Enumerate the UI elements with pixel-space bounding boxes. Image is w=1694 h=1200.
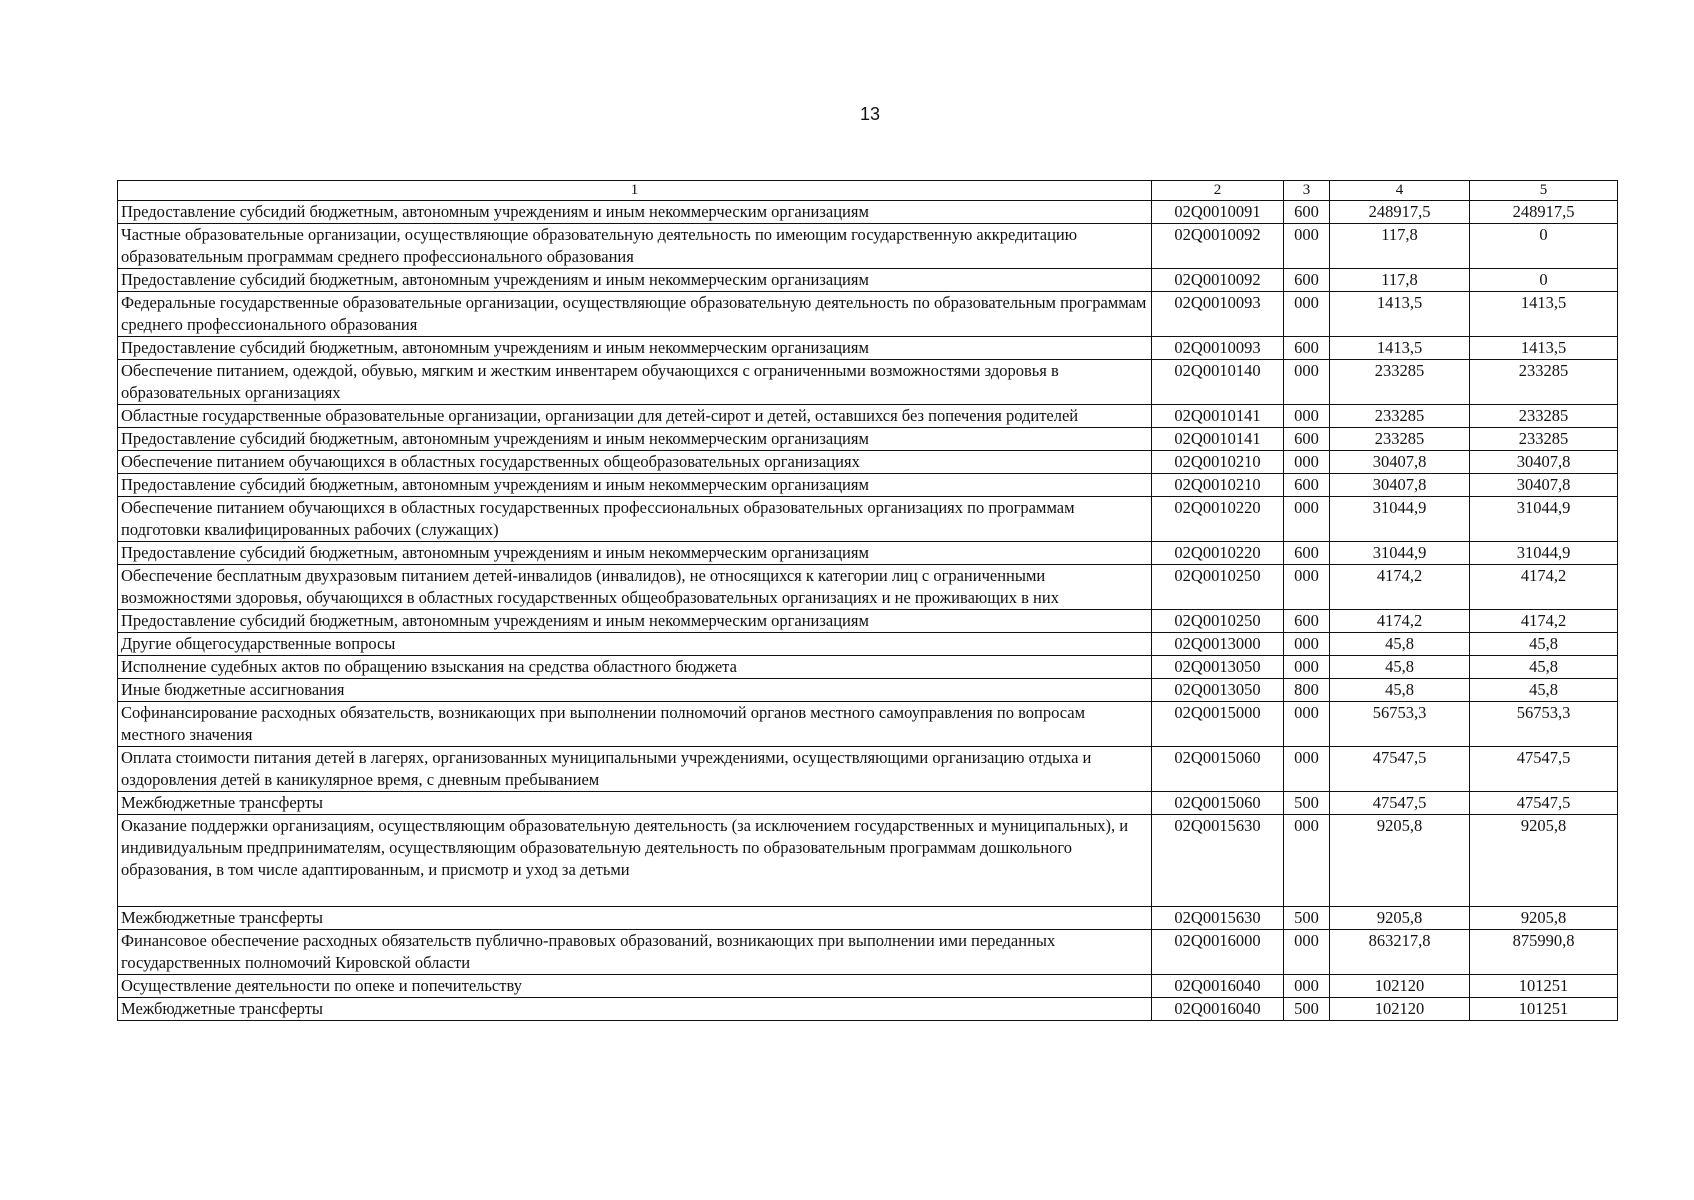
row-value-col4-cell: 1413,5 — [1330, 337, 1470, 360]
row-name-cell: Предоставление субсидий бюджетным, автономным учреждениям и иным некоммерческим организациям — [118, 610, 1152, 633]
row-name-cell: Предоставление субсидий бюджетным, автономным учреждениям и иным некоммерческим организациям — [118, 269, 1152, 292]
table-row — [118, 815, 1618, 907]
row-value-col4-cell: 102120 — [1330, 975, 1470, 998]
row-value-col5-cell: 47547,5 — [1470, 792, 1618, 815]
row-value-col4-cell: 30407,8 — [1330, 474, 1470, 497]
row-code-cell: 02Q0015000 — [1152, 702, 1284, 747]
row-type-cell: 500 — [1284, 998, 1330, 1021]
row-name-cell: Предоставление субсидий бюджетным, автономным учреждениям и иным некоммерческим организациям — [118, 337, 1152, 360]
table-row — [118, 428, 1618, 451]
row-value-col5-cell: 233285 — [1470, 360, 1618, 405]
row-type-cell: 000 — [1284, 451, 1330, 474]
row-value-col5-cell: 47547,5 — [1470, 747, 1618, 792]
row-name-cell: Иные бюджетные ассигнования — [118, 679, 1152, 702]
table-row — [118, 930, 1618, 975]
column-header-3: 3 — [1284, 181, 1330, 201]
header-row — [118, 181, 1618, 201]
row-type-cell: 000 — [1284, 656, 1330, 679]
table-row — [118, 224, 1618, 269]
row-value-col4-cell: 45,8 — [1330, 679, 1470, 702]
row-code-cell: 02Q0015060 — [1152, 747, 1284, 792]
row-name-cell: Предоставление субсидий бюджетным, автономным учреждениям и иным некоммерческим организациям — [118, 428, 1152, 451]
row-value-col4-cell: 248917,5 — [1330, 201, 1470, 224]
row-type-cell: 000 — [1284, 497, 1330, 542]
row-value-col5-cell: 30407,8 — [1470, 451, 1618, 474]
table-row — [118, 474, 1618, 497]
table-row — [118, 656, 1618, 679]
row-value-col5-cell: 233285 — [1470, 405, 1618, 428]
row-name-cell: Межбюджетные трансферты — [118, 907, 1152, 930]
row-value-col5-cell: 45,8 — [1470, 633, 1618, 656]
table-row — [118, 269, 1618, 292]
row-value-col4-cell: 1413,5 — [1330, 292, 1470, 337]
row-value-col4-cell: 30407,8 — [1330, 451, 1470, 474]
row-code-cell: 02Q0010220 — [1152, 542, 1284, 565]
table-row — [118, 792, 1618, 815]
row-code-cell: 02Q0010220 — [1152, 497, 1284, 542]
row-type-cell: 000 — [1284, 975, 1330, 998]
row-name-cell: Софинансирование расходных обязательств, возникающих при выполнении полномочий органов местного самоуправления по вопросам местного значения — [118, 702, 1152, 747]
row-name-cell: Оплата стоимости питания детей в лагерях, организованных муниципальными учреждениями, осуществляющими организацию отдыха и оздоровления детей в каникулярное время, с дневным пребыванием — [118, 747, 1152, 792]
row-value-col5-cell: 233285 — [1470, 428, 1618, 451]
row-type-cell: 000 — [1284, 224, 1330, 269]
row-code-cell: 02Q0013050 — [1152, 656, 1284, 679]
row-type-cell: 600 — [1284, 474, 1330, 497]
row-value-col4-cell: 31044,9 — [1330, 497, 1470, 542]
row-value-col4-cell: 9205,8 — [1330, 815, 1470, 907]
table-row — [118, 405, 1618, 428]
row-code-cell: 02Q0015630 — [1152, 815, 1284, 907]
row-value-col5-cell: 9205,8 — [1470, 907, 1618, 930]
table-row — [118, 451, 1618, 474]
row-type-cell: 600 — [1284, 542, 1330, 565]
table-row — [118, 633, 1618, 656]
row-name-cell: Оказание поддержки организациям, осуществляющим образовательную деятельность (за исключением государственных и муниципальных), и индивидуальным предпринимателям, осуществляющим образовательную деятельность по образовательным программам дошкольного образования, в том числе адаптированным, и присмотр и уход за детьми — [118, 815, 1152, 907]
row-value-col4-cell: 233285 — [1330, 360, 1470, 405]
row-value-col5-cell: 30407,8 — [1470, 474, 1618, 497]
row-value-col4-cell: 47547,5 — [1330, 792, 1470, 815]
row-name-cell: Предоставление субсидий бюджетным, автономным учреждениям и иным некоммерческим организациям — [118, 201, 1152, 224]
row-code-cell: 02Q0010141 — [1152, 428, 1284, 451]
row-name-cell: Областные государственные образовательные организации, организации для детей-сирот и детей, оставшихся без попечения родителей — [118, 405, 1152, 428]
row-code-cell: 02Q0010250 — [1152, 610, 1284, 633]
row-value-col5-cell: 45,8 — [1470, 656, 1618, 679]
row-name-cell: Федеральные государственные образовательные организации, осуществляющие образовательную деятельность по образовательным программам среднего профессионального образования — [118, 292, 1152, 337]
row-type-cell: 600 — [1284, 337, 1330, 360]
table-row — [118, 497, 1618, 542]
row-value-col5-cell: 101251 — [1470, 975, 1618, 998]
row-type-cell: 600 — [1284, 610, 1330, 633]
row-type-cell: 000 — [1284, 292, 1330, 337]
row-value-col4-cell: 233285 — [1330, 405, 1470, 428]
row-type-cell: 500 — [1284, 907, 1330, 930]
row-type-cell: 000 — [1284, 633, 1330, 656]
table-row — [118, 702, 1618, 747]
row-code-cell: 02Q0016040 — [1152, 998, 1284, 1021]
table-row — [118, 292, 1618, 337]
table-row — [118, 201, 1618, 224]
column-header-4: 4 — [1330, 181, 1470, 201]
row-value-col5-cell: 56753,3 — [1470, 702, 1618, 747]
row-type-cell: 600 — [1284, 428, 1330, 451]
table-row — [118, 998, 1618, 1021]
row-code-cell: 02Q0016000 — [1152, 930, 1284, 975]
row-name-cell: Обеспечение питанием обучающихся в областных государственных общеобразовательных организациях — [118, 451, 1152, 474]
row-type-cell: 000 — [1284, 815, 1330, 907]
row-value-col4-cell: 117,8 — [1330, 269, 1470, 292]
row-value-col4-cell: 117,8 — [1330, 224, 1470, 269]
row-type-cell: 800 — [1284, 679, 1330, 702]
row-name-cell: Обеспечение бесплатным двухразовым питанием детей-инвалидов (инвалидов), не относящихся к категории лиц с ограниченными возможностями здоровья, обучающихся в областных государственных общеобразовательных организациях и не проживающих в них — [118, 565, 1152, 610]
row-type-cell: 000 — [1284, 702, 1330, 747]
column-header-1: 1 — [118, 181, 1152, 201]
table-row — [118, 679, 1618, 702]
row-name-cell: Исполнение судебных актов по обращению взыскания на средства областного бюджета — [118, 656, 1152, 679]
row-value-col5-cell: 4174,2 — [1470, 610, 1618, 633]
row-value-col5-cell: 9205,8 — [1470, 815, 1618, 907]
table-header — [118, 181, 1618, 201]
row-name-cell: Межбюджетные трансферты — [118, 998, 1152, 1021]
row-code-cell: 02Q0010092 — [1152, 269, 1284, 292]
row-name-cell: Предоставление субсидий бюджетным, автономным учреждениям и иным некоммерческим организациям — [118, 542, 1152, 565]
row-value-col5-cell: 875990,8 — [1470, 930, 1618, 975]
row-type-cell: 000 — [1284, 405, 1330, 428]
row-value-col4-cell: 9205,8 — [1330, 907, 1470, 930]
row-type-cell: 000 — [1284, 360, 1330, 405]
row-value-col5-cell: 1413,5 — [1470, 292, 1618, 337]
row-value-col5-cell: 31044,9 — [1470, 542, 1618, 565]
row-name-cell: Осуществление деятельности по опеке и попечительству — [118, 975, 1152, 998]
column-header-5: 5 — [1470, 181, 1618, 201]
table-body — [118, 201, 1618, 1021]
row-type-cell: 000 — [1284, 747, 1330, 792]
table-row — [118, 542, 1618, 565]
row-name-cell: Предоставление субсидий бюджетным, автономным учреждениям и иным некоммерческим организациям — [118, 474, 1152, 497]
page-number: 13 — [859, 104, 881, 124]
table-row — [118, 565, 1618, 610]
row-type-cell: 000 — [1284, 930, 1330, 975]
row-type-cell: 600 — [1284, 269, 1330, 292]
row-value-col5-cell: 248917,5 — [1470, 201, 1618, 224]
row-code-cell: 02Q0016040 — [1152, 975, 1284, 998]
row-value-col5-cell: 31044,9 — [1470, 497, 1618, 542]
row-code-cell: 02Q0010093 — [1152, 292, 1284, 337]
row-type-cell: 600 — [1284, 201, 1330, 224]
table-row — [118, 975, 1618, 998]
row-value-col4-cell: 45,8 — [1330, 633, 1470, 656]
row-value-col4-cell: 863217,8 — [1330, 930, 1470, 975]
row-value-col5-cell: 0 — [1470, 269, 1618, 292]
table-row — [118, 747, 1618, 792]
budget-table — [117, 180, 1618, 1021]
table-row — [118, 360, 1618, 405]
table-row — [118, 907, 1618, 930]
row-type-cell: 000 — [1284, 565, 1330, 610]
table-row — [118, 337, 1618, 360]
row-value-col4-cell: 31044,9 — [1330, 542, 1470, 565]
row-code-cell: 02Q0010091 — [1152, 201, 1284, 224]
row-value-col4-cell: 233285 — [1330, 428, 1470, 451]
row-code-cell: 02Q0010250 — [1152, 565, 1284, 610]
row-name-cell: Обеспечение питанием обучающихся в областных государственных профессиональных образовательных организациях по программам подготовки квалифицированных рабочих (служащих) — [118, 497, 1152, 542]
row-code-cell: 02Q0015060 — [1152, 792, 1284, 815]
row-name-cell: Финансовое обеспечение расходных обязательств публично-правовых образований, возникающих при выполнении ими переданных государственных полномочий Кировской области — [118, 930, 1152, 975]
row-value-col5-cell: 45,8 — [1470, 679, 1618, 702]
row-code-cell: 02Q0010092 — [1152, 224, 1284, 269]
row-value-col4-cell: 4174,2 — [1330, 610, 1470, 633]
row-code-cell: 02Q0010141 — [1152, 405, 1284, 428]
row-code-cell: 02Q0013000 — [1152, 633, 1284, 656]
row-value-col4-cell: 45,8 — [1330, 656, 1470, 679]
table-row — [118, 610, 1618, 633]
row-value-col4-cell: 102120 — [1330, 998, 1470, 1021]
row-value-col5-cell: 0 — [1470, 224, 1618, 269]
row-code-cell: 02Q0015630 — [1152, 907, 1284, 930]
row-value-col4-cell: 47547,5 — [1330, 747, 1470, 792]
row-name-cell: Обеспечение питанием, одеждой, обувью, мягким и жестким инвентарем обучающихся с ограниченными возможностями здоровья в образовательных организациях — [118, 360, 1152, 405]
row-code-cell: 02Q0010140 — [1152, 360, 1284, 405]
column-header-2: 2 — [1152, 181, 1284, 201]
row-name-cell: Межбюджетные трансферты — [118, 792, 1152, 815]
row-value-col5-cell: 4174,2 — [1470, 565, 1618, 610]
row-code-cell: 02Q0010093 — [1152, 337, 1284, 360]
row-name-cell: Другие общегосударственные вопросы — [118, 633, 1152, 656]
row-code-cell: 02Q0010210 — [1152, 474, 1284, 497]
row-type-cell: 500 — [1284, 792, 1330, 815]
row-value-col5-cell: 1413,5 — [1470, 337, 1618, 360]
row-code-cell: 02Q0013050 — [1152, 679, 1284, 702]
row-value-col4-cell: 56753,3 — [1330, 702, 1470, 747]
row-value-col5-cell: 101251 — [1470, 998, 1618, 1021]
row-code-cell: 02Q0010210 — [1152, 451, 1284, 474]
row-name-cell: Частные образовательные организации, осуществляющие образовательную деятельность по имеющим государственную аккредитацию образовательным программам среднего профессионального образования — [118, 224, 1152, 269]
row-value-col4-cell: 4174,2 — [1330, 565, 1470, 610]
